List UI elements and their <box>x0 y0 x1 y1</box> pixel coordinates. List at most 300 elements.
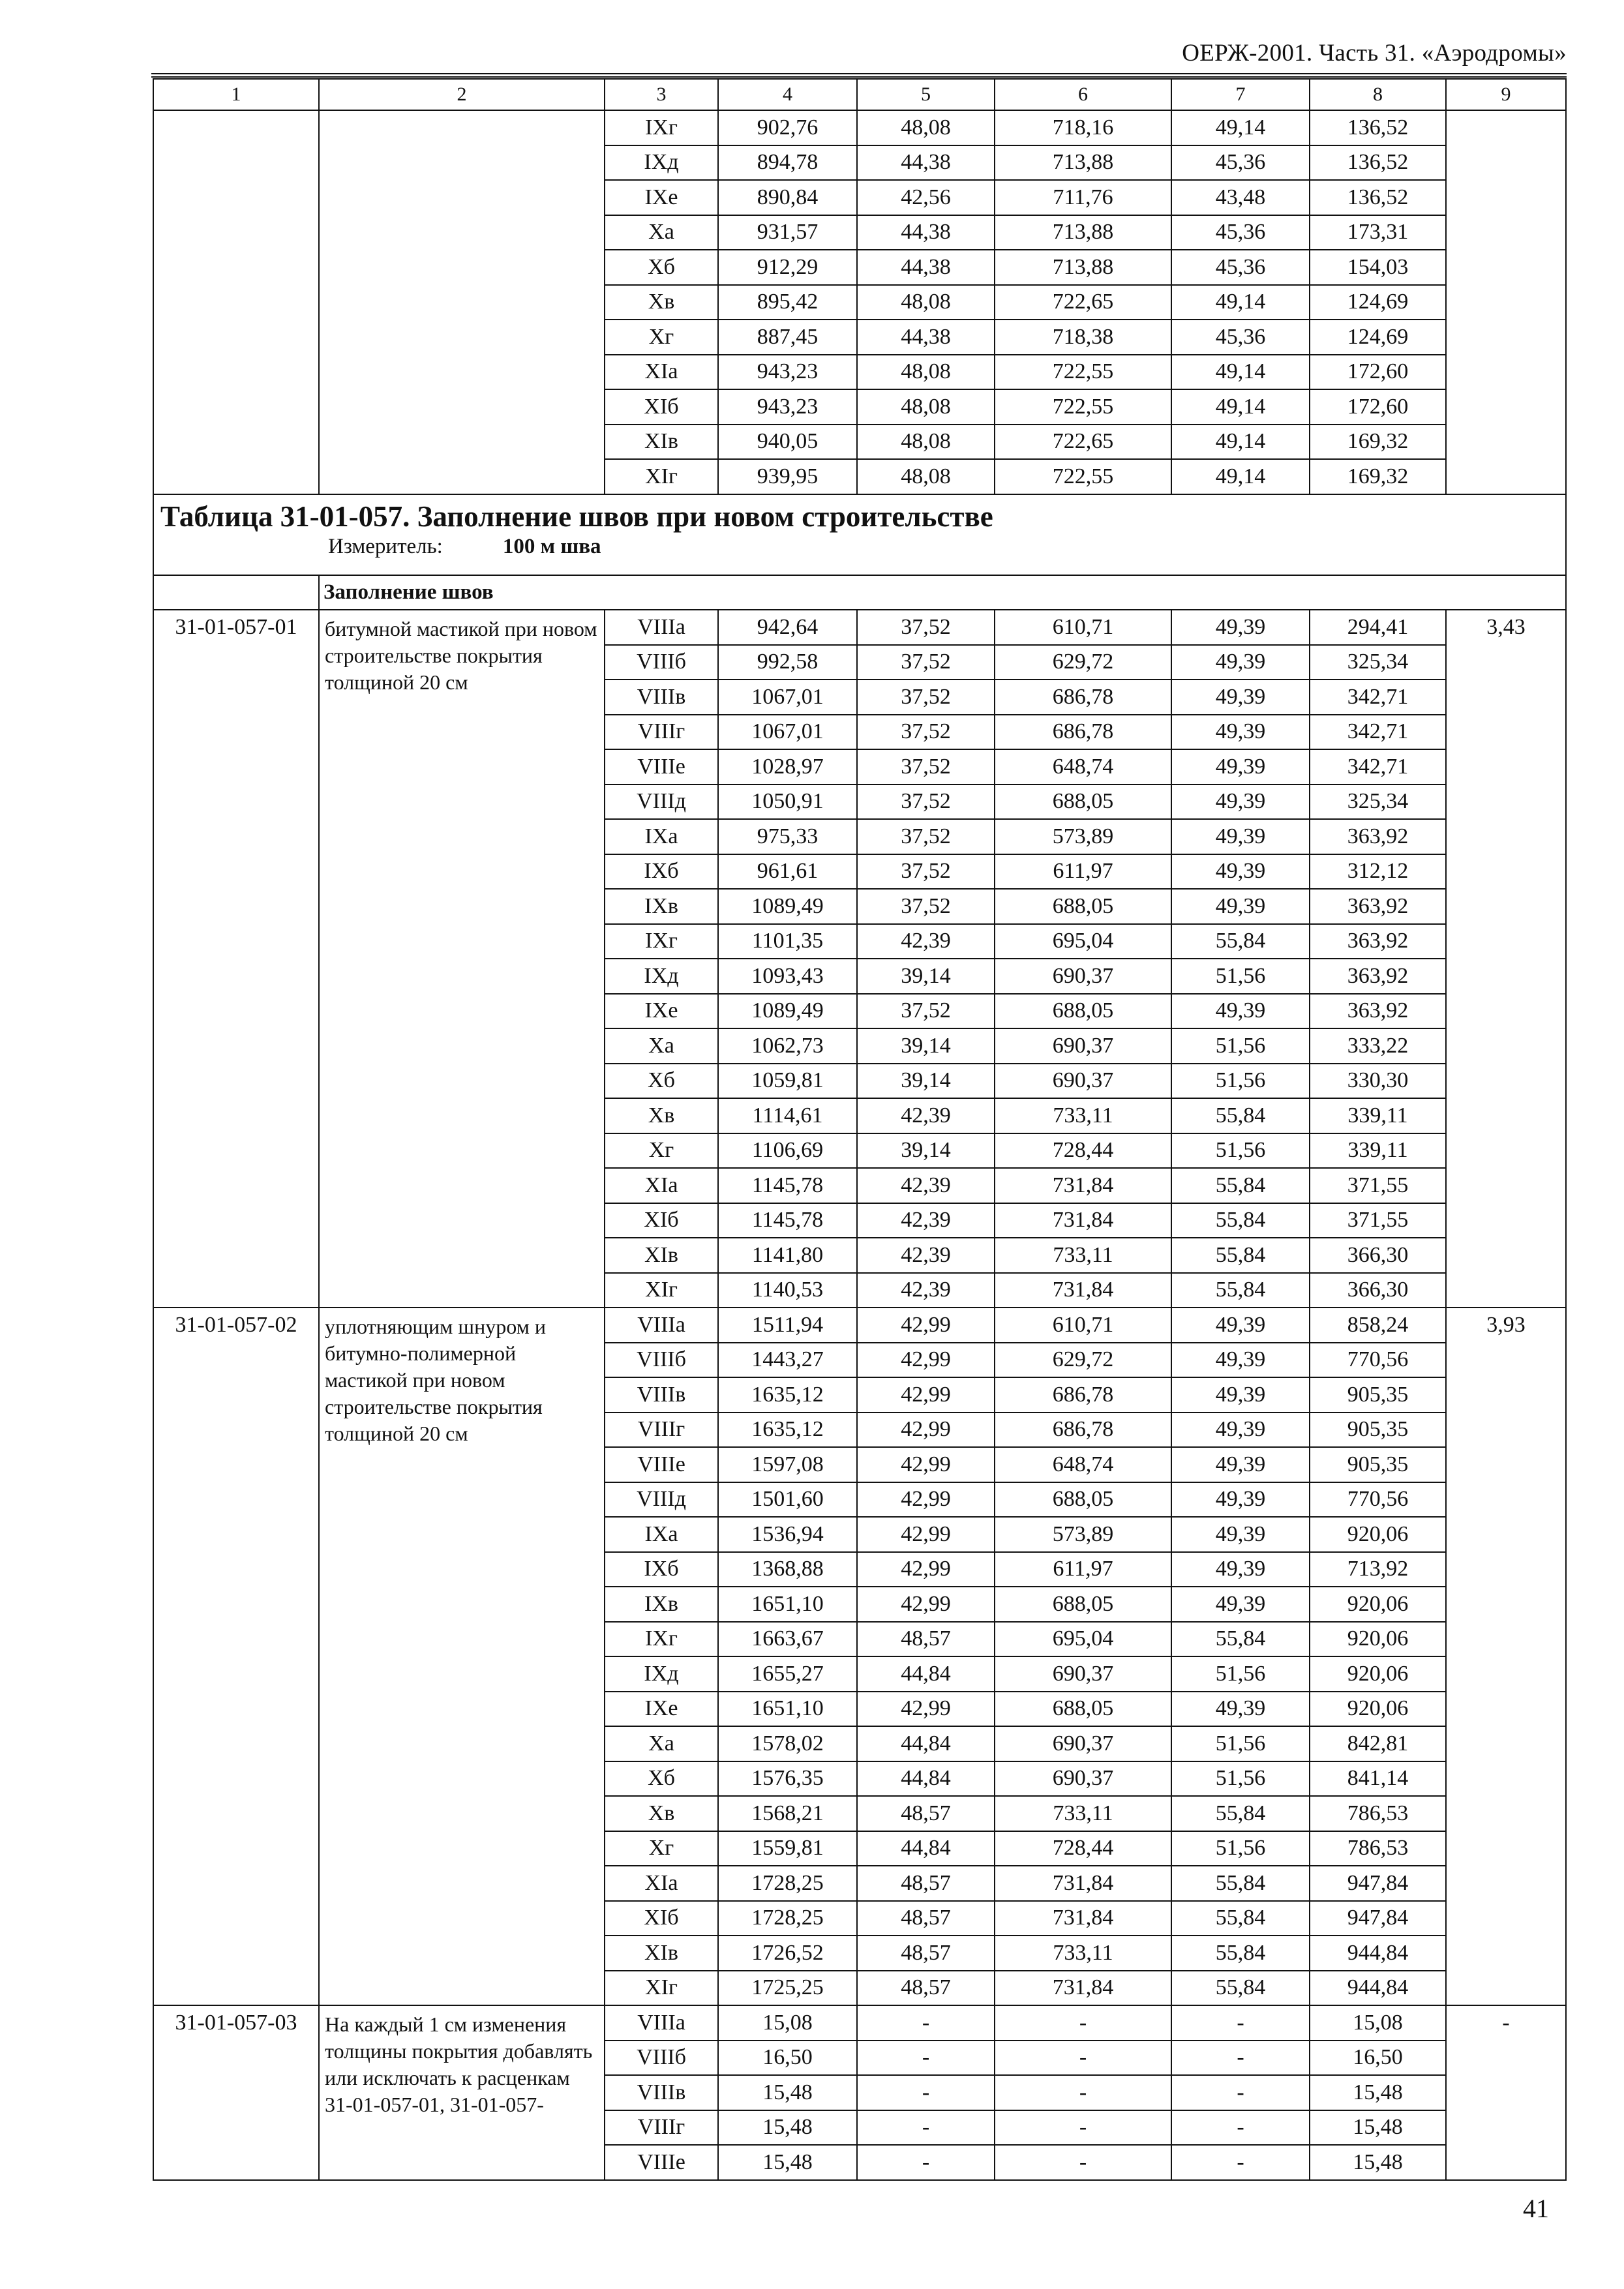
value-cell: 49,39 <box>1171 1308 1310 1343</box>
column-number-row <box>153 79 1566 110</box>
value-cell: 722,55 <box>995 355 1171 390</box>
value-cell: 1536,94 <box>718 1517 857 1552</box>
value-cell: 1635,12 <box>718 1377 857 1413</box>
value-cell: 728,44 <box>995 1831 1171 1866</box>
value-cell: - <box>1171 2145 1310 2180</box>
value-cell: 1145,78 <box>718 1168 857 1203</box>
value-cell: 1114,61 <box>718 1098 857 1133</box>
value-cell: 172,60 <box>1310 355 1446 390</box>
value-cell: - <box>857 2075 995 2110</box>
zone-cell: XIв <box>605 1936 718 1971</box>
zone-cell: IXа <box>605 819 718 854</box>
value-cell: 39,14 <box>857 1064 995 1099</box>
value-cell: 731,84 <box>995 1901 1171 1936</box>
zone-cell: Xв <box>605 1796 718 1831</box>
value-cell: 890,84 <box>718 180 857 215</box>
value-cell: 15,08 <box>718 2005 857 2041</box>
value-cell: 573,89 <box>995 1517 1171 1552</box>
zone-cell: VIIIв <box>605 2075 718 2110</box>
value-cell: 786,53 <box>1310 1796 1446 1831</box>
value-cell: 294,41 <box>1310 610 1446 645</box>
value-cell: 42,39 <box>857 924 995 959</box>
value-cell: 943,23 <box>718 389 857 425</box>
value-cell: 325,34 <box>1310 645 1446 680</box>
zone-cell: IXг <box>605 110 718 145</box>
zone-cell: Xа <box>605 215 718 250</box>
value-cell: 648,74 <box>995 749 1171 785</box>
value-cell: 975,33 <box>718 819 857 854</box>
code-cell-empty <box>153 110 319 494</box>
zone-cell: IXб <box>605 854 718 890</box>
value-cell: 49,39 <box>1171 785 1310 820</box>
value-cell: 733,11 <box>995 1796 1171 1831</box>
value-cell: 42,99 <box>857 1308 995 1343</box>
value-cell: 42,99 <box>857 1552 995 1587</box>
rate-code: 31-01-057-01 <box>153 610 319 1308</box>
value-cell: 15,48 <box>718 2145 857 2180</box>
zone-cell: VIIIг <box>605 715 718 750</box>
value-cell: 731,84 <box>995 1971 1171 2006</box>
header-rule <box>151 73 1567 74</box>
value-cell: 366,30 <box>1310 1273 1446 1308</box>
value-cell: 905,35 <box>1310 1413 1446 1448</box>
value-cell: 173,31 <box>1310 215 1446 250</box>
measure-value: 100 м шва <box>502 534 601 558</box>
value-cell: 325,34 <box>1310 785 1446 820</box>
value-cell: - <box>995 2145 1171 2180</box>
value-cell: 49,39 <box>1171 1587 1310 1622</box>
value-cell: 37,52 <box>857 854 995 890</box>
value-cell: 905,35 <box>1310 1447 1446 1482</box>
value-cell: 45,36 <box>1171 215 1310 250</box>
value-cell: 49,39 <box>1171 1552 1310 1587</box>
rate-col9: - <box>1446 2005 1566 2180</box>
value-cell: 731,84 <box>995 1866 1171 1901</box>
value-cell: 611,97 <box>995 1552 1171 1587</box>
value-cell: 42,99 <box>857 1482 995 1518</box>
zone-cell: XIв <box>605 425 718 460</box>
value-cell: 944,84 <box>1310 1936 1446 1971</box>
value-cell: 770,56 <box>1310 1482 1446 1518</box>
value-cell: 731,84 <box>995 1168 1171 1203</box>
zone-cell: IXб <box>605 1552 718 1587</box>
value-cell: 1726,52 <box>718 1936 857 1971</box>
value-cell: 49,39 <box>1171 1377 1310 1413</box>
value-cell: 330,30 <box>1310 1064 1446 1099</box>
value-cell: 55,84 <box>1171 1238 1310 1273</box>
value-cell: 688,05 <box>995 1482 1171 1518</box>
value-cell: 688,05 <box>995 889 1171 924</box>
value-cell: 905,35 <box>1310 1377 1446 1413</box>
value-cell: 37,52 <box>857 680 995 715</box>
value-cell: 1651,10 <box>718 1587 857 1622</box>
value-cell: 1576,35 <box>718 1761 857 1797</box>
value-cell: 920,06 <box>1310 1517 1446 1552</box>
description-cell-empty <box>319 110 605 494</box>
value-cell: 44,38 <box>857 250 995 285</box>
value-cell: 342,71 <box>1310 680 1446 715</box>
value-cell: 733,11 <box>995 1238 1171 1273</box>
value-cell: 49,39 <box>1171 1692 1310 1727</box>
zone-cell: XIб <box>605 389 718 425</box>
value-cell: 629,72 <box>995 645 1171 680</box>
value-cell: 342,71 <box>1310 749 1446 785</box>
value-cell: 718,16 <box>995 110 1171 145</box>
value-cell: 690,37 <box>995 1761 1171 1797</box>
value-cell: 42,39 <box>857 1273 995 1308</box>
zone-cell: Xб <box>605 250 718 285</box>
zone-cell: VIIIв <box>605 680 718 715</box>
zone-cell: XIб <box>605 1203 718 1238</box>
section-spacer <box>153 575 319 610</box>
value-cell: 42,99 <box>857 1587 995 1622</box>
value-cell: 44,84 <box>857 1761 995 1797</box>
value-cell: 48,08 <box>857 459 995 494</box>
value-cell: 1728,25 <box>718 1901 857 1936</box>
value-cell: - <box>857 2041 995 2076</box>
value-cell: 49,39 <box>1171 1343 1310 1378</box>
zone-cell: VIIIб <box>605 645 718 680</box>
value-cell: 713,88 <box>995 250 1171 285</box>
value-cell: 15,48 <box>718 2110 857 2146</box>
value-cell: 686,78 <box>995 1377 1171 1413</box>
value-cell: 49,39 <box>1171 645 1310 680</box>
value-cell: 39,14 <box>857 1028 995 1064</box>
value-cell: 37,52 <box>857 610 995 645</box>
zone-cell: VIIIа <box>605 610 718 645</box>
table-row <box>153 2005 1566 2041</box>
zone-cell: VIIIе <box>605 749 718 785</box>
value-cell: 48,57 <box>857 1866 995 1901</box>
value-cell: 44,84 <box>857 1656 995 1692</box>
value-cell: 48,08 <box>857 355 995 390</box>
value-cell: 42,99 <box>857 1343 995 1378</box>
value-cell: 312,12 <box>1310 854 1446 890</box>
value-cell: 1725,25 <box>718 1971 857 2006</box>
value-cell: 1635,12 <box>718 1413 857 1448</box>
value-cell: 939,95 <box>718 459 857 494</box>
value-cell: 722,55 <box>995 459 1171 494</box>
value-cell: 629,72 <box>995 1343 1171 1378</box>
value-cell: 49,39 <box>1171 1482 1310 1518</box>
value-cell: 1141,80 <box>718 1238 857 1273</box>
value-cell: 42,99 <box>857 1377 995 1413</box>
value-cell: 44,38 <box>857 215 995 250</box>
value-cell: 371,55 <box>1310 1168 1446 1203</box>
value-cell: 1655,27 <box>718 1656 857 1692</box>
value-cell: 172,60 <box>1310 389 1446 425</box>
value-cell: 49,39 <box>1171 854 1310 890</box>
value-cell: 1089,49 <box>718 889 857 924</box>
value-cell: 731,84 <box>995 1203 1171 1238</box>
value-cell: 49,14 <box>1171 425 1310 460</box>
value-cell: 42,39 <box>857 1168 995 1203</box>
zone-cell: VIIIа <box>605 2005 718 2041</box>
value-cell: 690,37 <box>995 1028 1171 1064</box>
value-cell: 169,32 <box>1310 425 1446 460</box>
value-cell: 1663,67 <box>718 1622 857 1657</box>
value-cell: 733,11 <box>995 1936 1171 1971</box>
value-cell: 688,05 <box>995 785 1171 820</box>
section-heading: Заполнение швов <box>319 575 1566 610</box>
value-cell: 688,05 <box>995 1692 1171 1727</box>
value-cell: 770,56 <box>1310 1343 1446 1378</box>
value-cell: 48,57 <box>857 1971 995 2006</box>
value-cell: - <box>995 2110 1171 2146</box>
column-number: 9 <box>1446 79 1566 110</box>
zone-cell: XIа <box>605 1168 718 1203</box>
table-row <box>153 610 1566 645</box>
value-cell: 731,84 <box>995 1273 1171 1308</box>
zone-cell: XIа <box>605 1866 718 1901</box>
column-number: 4 <box>718 79 857 110</box>
value-cell: 728,44 <box>995 1133 1171 1169</box>
value-cell: 1089,49 <box>718 994 857 1029</box>
value-cell: 943,23 <box>718 355 857 390</box>
value-cell: 648,74 <box>995 1447 1171 1482</box>
zone-cell: VIIIе <box>605 2145 718 2180</box>
value-cell: 136,52 <box>1310 180 1446 215</box>
value-cell: 49,39 <box>1171 749 1310 785</box>
value-cell: 1443,27 <box>718 1343 857 1378</box>
zone-cell: Xа <box>605 1028 718 1064</box>
value-cell: - <box>1171 2110 1310 2146</box>
value-cell: 51,56 <box>1171 1656 1310 1692</box>
value-cell: 902,76 <box>718 110 857 145</box>
zone-cell: IXе <box>605 180 718 215</box>
value-cell: 15,48 <box>1310 2075 1446 2110</box>
value-cell: 947,84 <box>1310 1866 1446 1901</box>
value-cell: 124,69 <box>1310 285 1446 320</box>
value-cell: 912,29 <box>718 250 857 285</box>
value-cell: 49,14 <box>1171 285 1310 320</box>
value-cell: 51,56 <box>1171 1726 1310 1761</box>
value-cell: 947,84 <box>1310 1901 1446 1936</box>
value-cell: 366,30 <box>1310 1238 1446 1273</box>
value-cell: 713,92 <box>1310 1552 1446 1587</box>
zone-cell: XIа <box>605 355 718 390</box>
value-cell: 1059,81 <box>718 1064 857 1099</box>
zone-cell: IXв <box>605 1587 718 1622</box>
value-cell: 42,99 <box>857 1517 995 1552</box>
value-cell: 1050,91 <box>718 785 857 820</box>
value-cell: 690,37 <box>995 1064 1171 1099</box>
table-row <box>153 1308 1566 1343</box>
zone-cell: VIIIе <box>605 1447 718 1482</box>
value-cell: 51,56 <box>1171 1133 1310 1169</box>
value-cell: 713,88 <box>995 145 1171 181</box>
rate-description: На каждый 1 см изменения толщины покрытия добавлять или исключать к расценкам 31-01-057-01, 31-01-057- <box>319 2005 605 2180</box>
value-cell: 45,36 <box>1171 145 1310 181</box>
zone-cell: IXг <box>605 924 718 959</box>
value-cell: 940,05 <box>718 425 857 460</box>
zone-cell: IXд <box>605 959 718 994</box>
value-cell: 920,06 <box>1310 1692 1446 1727</box>
value-cell: 49,14 <box>1171 110 1310 145</box>
column-number: 1 <box>153 79 319 110</box>
value-cell: 1140,53 <box>718 1273 857 1308</box>
value-cell: 48,08 <box>857 110 995 145</box>
table-title: Таблица 31-01-057. Заполнение швов при новом строительстве <box>160 500 993 533</box>
value-cell: 37,52 <box>857 994 995 1029</box>
value-cell: 688,05 <box>995 1587 1171 1622</box>
value-cell: 1651,10 <box>718 1692 857 1727</box>
value-cell: 713,88 <box>995 215 1171 250</box>
value-cell: 842,81 <box>1310 1726 1446 1761</box>
value-cell: - <box>857 2005 995 2041</box>
value-cell: 51,56 <box>1171 1831 1310 1866</box>
value-cell: 858,24 <box>1310 1308 1446 1343</box>
value-cell: 55,84 <box>1171 1866 1310 1901</box>
value-cell: 690,37 <box>995 959 1171 994</box>
value-cell: 48,57 <box>857 1936 995 1971</box>
table-title-row <box>153 494 1566 575</box>
value-cell: 786,53 <box>1310 1831 1446 1866</box>
value-cell: 992,58 <box>718 645 857 680</box>
value-cell: 51,56 <box>1171 959 1310 994</box>
value-cell: 49,39 <box>1171 1413 1310 1448</box>
value-cell: 169,32 <box>1310 459 1446 494</box>
value-cell: 722,55 <box>995 389 1171 425</box>
value-cell: 1093,43 <box>718 959 857 994</box>
value-cell: - <box>1171 2041 1310 2076</box>
value-cell: 42,39 <box>857 1203 995 1238</box>
value-cell: 44,84 <box>857 1726 995 1761</box>
value-cell: 42,99 <box>857 1692 995 1727</box>
value-cell: 49,39 <box>1171 715 1310 750</box>
value-cell: 49,39 <box>1171 1447 1310 1482</box>
value-cell: 55,84 <box>1171 924 1310 959</box>
value-cell: 841,14 <box>1310 1761 1446 1797</box>
table-body <box>153 79 1566 2180</box>
rates-table <box>153 78 1567 2181</box>
value-cell: 894,78 <box>718 145 857 181</box>
value-cell: 15,08 <box>1310 2005 1446 2041</box>
zone-cell: Xб <box>605 1064 718 1099</box>
value-cell: 1062,73 <box>718 1028 857 1064</box>
value-cell: 610,71 <box>995 1308 1171 1343</box>
value-cell: 722,65 <box>995 285 1171 320</box>
value-cell: 695,04 <box>995 924 1171 959</box>
value-cell: 686,78 <box>995 1413 1171 1448</box>
value-cell: 1101,35 <box>718 924 857 959</box>
value-cell: 55,84 <box>1171 1098 1310 1133</box>
measure-line <box>160 535 1559 558</box>
value-cell: 15,48 <box>718 2075 857 2110</box>
value-cell: 1511,94 <box>718 1308 857 1343</box>
value-cell: 363,92 <box>1310 819 1446 854</box>
value-cell: 573,89 <box>995 819 1171 854</box>
value-cell: 363,92 <box>1310 959 1446 994</box>
rate-description: битумной мастикой при новом строительстве покрытия толщиной 20 см <box>319 610 605 1308</box>
value-cell: 686,78 <box>995 715 1171 750</box>
zone-cell: IXе <box>605 994 718 1029</box>
value-cell: 339,11 <box>1310 1133 1446 1169</box>
value-cell: 920,06 <box>1310 1622 1446 1657</box>
zone-cell: IXд <box>605 145 718 181</box>
value-cell: 43,48 <box>1171 180 1310 215</box>
zone-cell: VIIIд <box>605 1482 718 1518</box>
column-number: 5 <box>857 79 995 110</box>
value-cell: 51,56 <box>1171 1028 1310 1064</box>
value-cell: 16,50 <box>718 2041 857 2076</box>
column-number: 8 <box>1310 79 1446 110</box>
zone-cell: VIIIг <box>605 1413 718 1448</box>
header-rule-second <box>151 76 1567 78</box>
value-cell: 124,69 <box>1310 320 1446 355</box>
value-cell: 722,65 <box>995 425 1171 460</box>
zone-cell: Xв <box>605 1098 718 1133</box>
value-cell: 718,38 <box>995 320 1171 355</box>
value-cell: 371,55 <box>1310 1203 1446 1238</box>
rate-code: 31-01-057-03 <box>153 2005 319 2180</box>
value-cell: 887,45 <box>718 320 857 355</box>
value-cell: 48,08 <box>857 425 995 460</box>
rate-code: 31-01-057-02 <box>153 1308 319 2005</box>
value-cell: 48,08 <box>857 285 995 320</box>
rate-col9: 3,43 <box>1446 610 1566 1308</box>
zone-cell: IXа <box>605 1517 718 1552</box>
value-cell: 42,39 <box>857 1238 995 1273</box>
zone-cell: IXв <box>605 889 718 924</box>
zone-cell: XIг <box>605 1273 718 1308</box>
value-cell: 1559,81 <box>718 1831 857 1866</box>
value-cell: 55,84 <box>1171 1168 1310 1203</box>
running-header: ОЕРЖ-2001. Часть 31. «Аэродромы» <box>1182 40 1567 67</box>
zone-cell: IXе <box>605 1692 718 1727</box>
value-cell: 1067,01 <box>718 680 857 715</box>
value-cell: 37,52 <box>857 889 995 924</box>
value-cell: 49,14 <box>1171 355 1310 390</box>
zone-cell: XIг <box>605 459 718 494</box>
value-cell: 49,14 <box>1171 389 1310 425</box>
value-cell: 333,22 <box>1310 1028 1446 1064</box>
zone-cell: VIIIб <box>605 2041 718 2076</box>
zone-cell: Xа <box>605 1726 718 1761</box>
value-cell: 39,14 <box>857 1133 995 1169</box>
rate-description: уплотняющим шнуром и битумно-полимерной мастикой при новом строительстве покрытия толщиной 20 см <box>319 1308 605 2005</box>
column-number: 2 <box>319 79 605 110</box>
value-cell: 42,99 <box>857 1413 995 1448</box>
value-cell: 16,50 <box>1310 2041 1446 2076</box>
value-cell: - <box>995 2005 1171 2041</box>
value-cell: 733,11 <box>995 1098 1171 1133</box>
value-cell: 45,36 <box>1171 320 1310 355</box>
value-cell: 363,92 <box>1310 924 1446 959</box>
value-cell: 942,64 <box>718 610 857 645</box>
value-cell: 686,78 <box>995 680 1171 715</box>
zone-cell: VIIIд <box>605 785 718 820</box>
value-cell: 690,37 <box>995 1726 1171 1761</box>
value-cell: 55,84 <box>1171 1622 1310 1657</box>
value-cell: - <box>1171 2075 1310 2110</box>
value-cell: 920,06 <box>1310 1587 1446 1622</box>
value-cell: 695,04 <box>995 1622 1171 1657</box>
value-cell: 37,52 <box>857 785 995 820</box>
column-number: 3 <box>605 79 718 110</box>
zone-cell: VIIIб <box>605 1343 718 1378</box>
value-cell: 42,56 <box>857 180 995 215</box>
section-row <box>153 575 1566 610</box>
value-cell: 48,08 <box>857 389 995 425</box>
zone-cell: VIIIв <box>605 1377 718 1413</box>
zone-cell: VIIIа <box>605 1308 718 1343</box>
value-cell: 1106,69 <box>718 1133 857 1169</box>
value-cell: 44,38 <box>857 145 995 181</box>
value-cell: 1368,88 <box>718 1552 857 1587</box>
page-number: 41 <box>1523 2194 1549 2223</box>
value-cell: 363,92 <box>1310 994 1446 1029</box>
